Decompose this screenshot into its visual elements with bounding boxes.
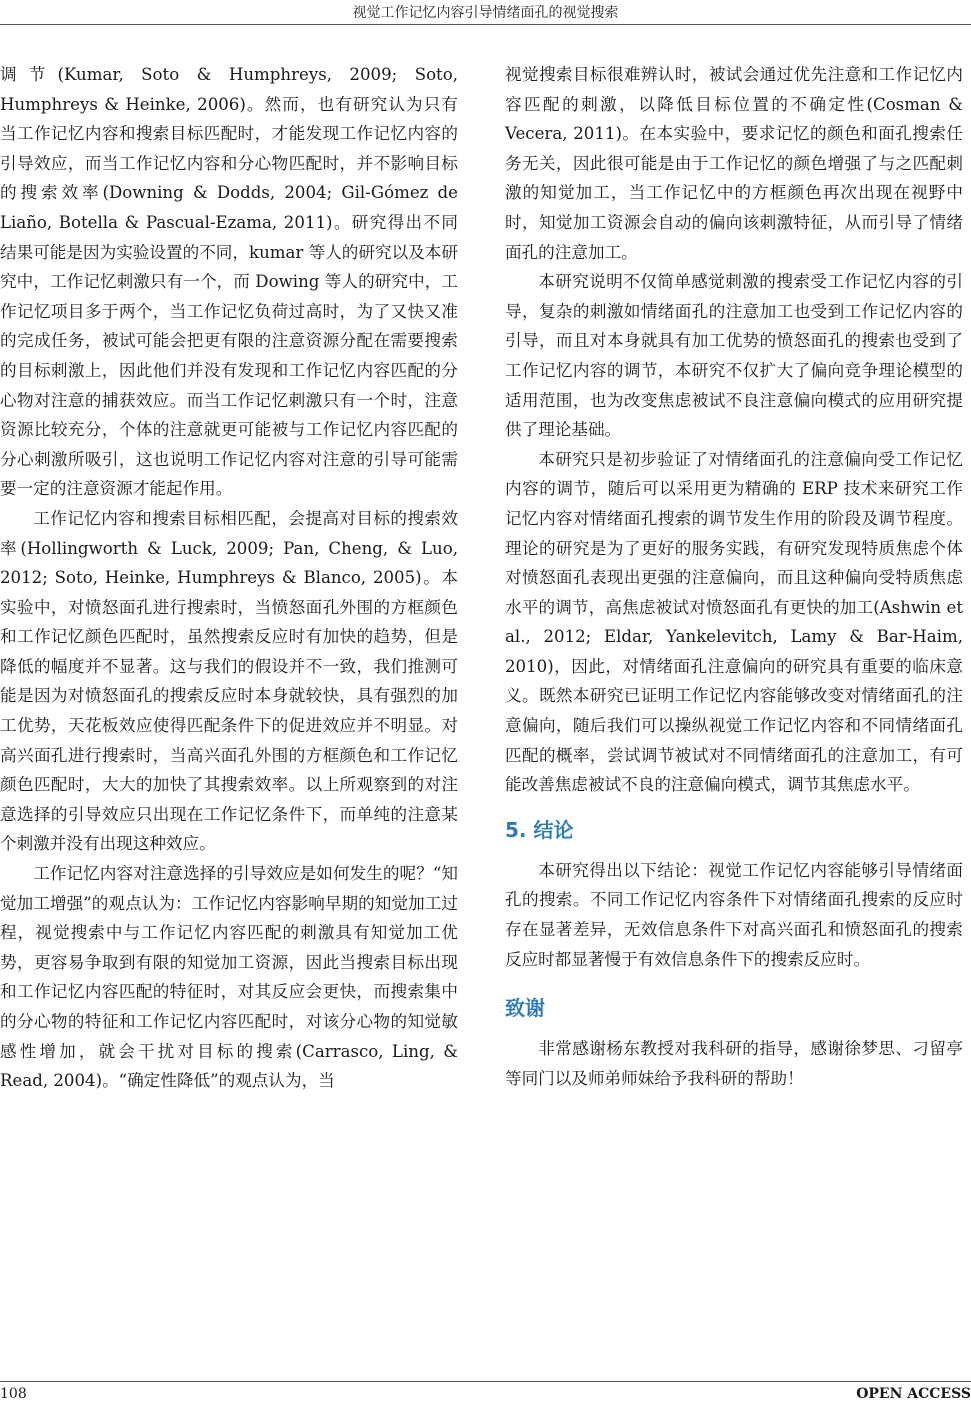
page-number: 108	[0, 1386, 27, 1402]
open-access-label: OPEN ACCESS	[856, 1386, 971, 1402]
right-column	[505, 60, 963, 1093]
conclusion-paragraph: 本研究得出以下结论：视觉工作记忆内容能够引导情绪面孔的搜索。不同工作记忆内容条件下对情绪面孔搜索的反应时存在显著差异，无效信息条件下对高兴面孔和愤怒面孔的搜索反应时都显著慢于有效信息条件下的搜索反应时。	[505, 860, 963, 969]
body-paragraph: 本研究只是初步验证了对情绪面孔的注意偏向受工作记忆内容的调节，随后可以采用更为精确的 ERP 技术来研究工作记忆内容对情绪面孔搜索的调节发生作用的阶段及调节程度。理论的研究是为了更好的服务实践，有研究发现特质焦虑个体对愤怒面孔表现出更强的注意偏向，而且这种偏向受特质焦虑水平的调节，高焦虑被试对愤怒面孔有更快的加工(Ashwin et al., 2012; Eldar, Yankelevitch, Lamy & Bar-Haim, 2010)，因此，对情绪面孔注意偏向的研究具有重要的临床意义。既然本研究已证明工作记忆内容能够改变对情绪面孔的注意偏向，随后我们可以操纵视觉工作记忆内容和不同情绪面孔匹配的概率，尝试调节被试对不同情绪面孔的注意加工，有可能改善焦虑被试不良的注意偏向模式，调节其焦虑水平。	[505, 449, 963, 795]
acknowledgement-paragraph: 非常感谢杨东教授对我科研的指导，感谢徐梦思、刁留亭等同门以及师弟师妹给予我科研的帮助！	[505, 1039, 963, 1088]
body-paragraph: 本研究说明不仅简单感觉刺激的搜索受工作记忆内容的引导，复杂的刺激如情绪面孔的注意加工也受到工作记忆内容的引导，而且对本身就具有加工优势的愤怒面孔的搜索也受到了工作记忆内容的调节，本研究不仅扩大了偏向竞争理论模型的适用范围，也为改变焦虑被试不良注意偏向模式的应用研究提供了理论基础。	[505, 272, 963, 440]
conclusion-heading: 5. 结论	[505, 817, 574, 842]
body-paragraph: 工作记忆内容对注意选择的引导效应是如何发生的呢？“知觉加工增强”的观点认为：工作记忆内容影响早期的知觉加工过程，视觉搜索中与工作记忆内容匹配的刺激具有知觉加工优势，更容易争取到有限的知觉加工资源，因此当搜索目标出现和工作记忆内容匹配的特征时，对其反应会更快，而搜索集中的分心物的特征和工作记忆内容匹配时，对该分心物的知觉敏感性增加，就会干扰对目标的搜索(Carrasco, Ling, & Read, 2004)。“确定性降低”的观点认为，当	[0, 864, 458, 1091]
body-paragraph: 调节(Kumar, Soto & Humphreys, 2009; Soto, Humphreys & Heinke, 2006)。然而，也有研究认为只有当工作记忆内容和搜索目标匹配时，才能发现工作记忆内容的引导效应，而当工作记忆内容和分心物匹配时，并不影响目标的搜索效率(Downing & Dodds, 2004; Gil-Gómez de Liaño, Botella & Pascual-Ezama, 2011)。研究得出不同结果可能是因为实验设置的不同，kumar 等人的研究以及本研究中，工作记忆刺激只有一个，而 Dowing 等人的研究中，工作记忆项目多于两个，当工作记忆负荷过高时，为了又快又准的完成任务，被试可能会把更有限的注意资源分配在需要搜索的目标刺激上，因此他们并没有发现和工作记忆内容匹配的分心物对注意的捕获效应。而当工作记忆刺激只有一个时，注意资源比较充分，个体的注意就更可能被与工作记忆内容匹配的分心刺激所吸引，这也说明工作记忆内容对注意的引导可能需要一定的注意资源才能起作用。	[0, 65, 458, 499]
body-paragraph: 工作记忆内容和搜索目标相匹配，会提高对目标的搜索效率(Hollingworth & Luck, 2009; Pan, Cheng, & Luo, 2012; Soto, Heinke, Humphreys & Blanco, 2005)。本实验中，对愤怒面孔进行搜索时，当愤怒面孔外围的方框颜色和工作记忆颜色匹配时，虽然搜索反应时有加快的趋势，但是降低的幅度并不显著。这与我们的假设并不一致，我们推测可能是因为对愤怒面孔的搜索反应时本身就较快，具有强烈的加工优势，天花板效应使得匹配条件下的促进效应并不明显。对高兴面孔进行搜索时，当高兴面孔外围的方框颜色和工作记忆颜色匹配时，大大的加快了其搜索效率。以上所观察到的对注意选择的引导效应只出现在工作记忆条件下，而单纯的注意某个刺激并没有出现这种效应。	[0, 508, 458, 854]
running-header: 视觉工作记忆内容引导情绪面孔的视觉搜索	[352, 5, 619, 21]
header-divider	[0, 24, 971, 25]
body-paragraph: 视觉搜索目标很难辨认时，被试会通过优先注意和工作记忆内容匹配的刺激，以降低目标位置的不确定性(Cosman & Vecera, 2011)。在本实验中，要求记忆的颜色和面孔搜索任务无关，因此很可能是由于工作记忆的颜色增强了与之匹配刺激的知觉加工，当工作记忆中的方框颜色再次出现在视野中时，知觉加工资源会自动的偏向该刺激特征，从而引导了情绪面孔的注意加工。	[505, 65, 963, 262]
page-footer	[0, 1386, 971, 1408]
left-column	[0, 60, 458, 1096]
footer-divider	[0, 1381, 971, 1382]
acknowledgement-heading: 致谢	[505, 996, 545, 1021]
